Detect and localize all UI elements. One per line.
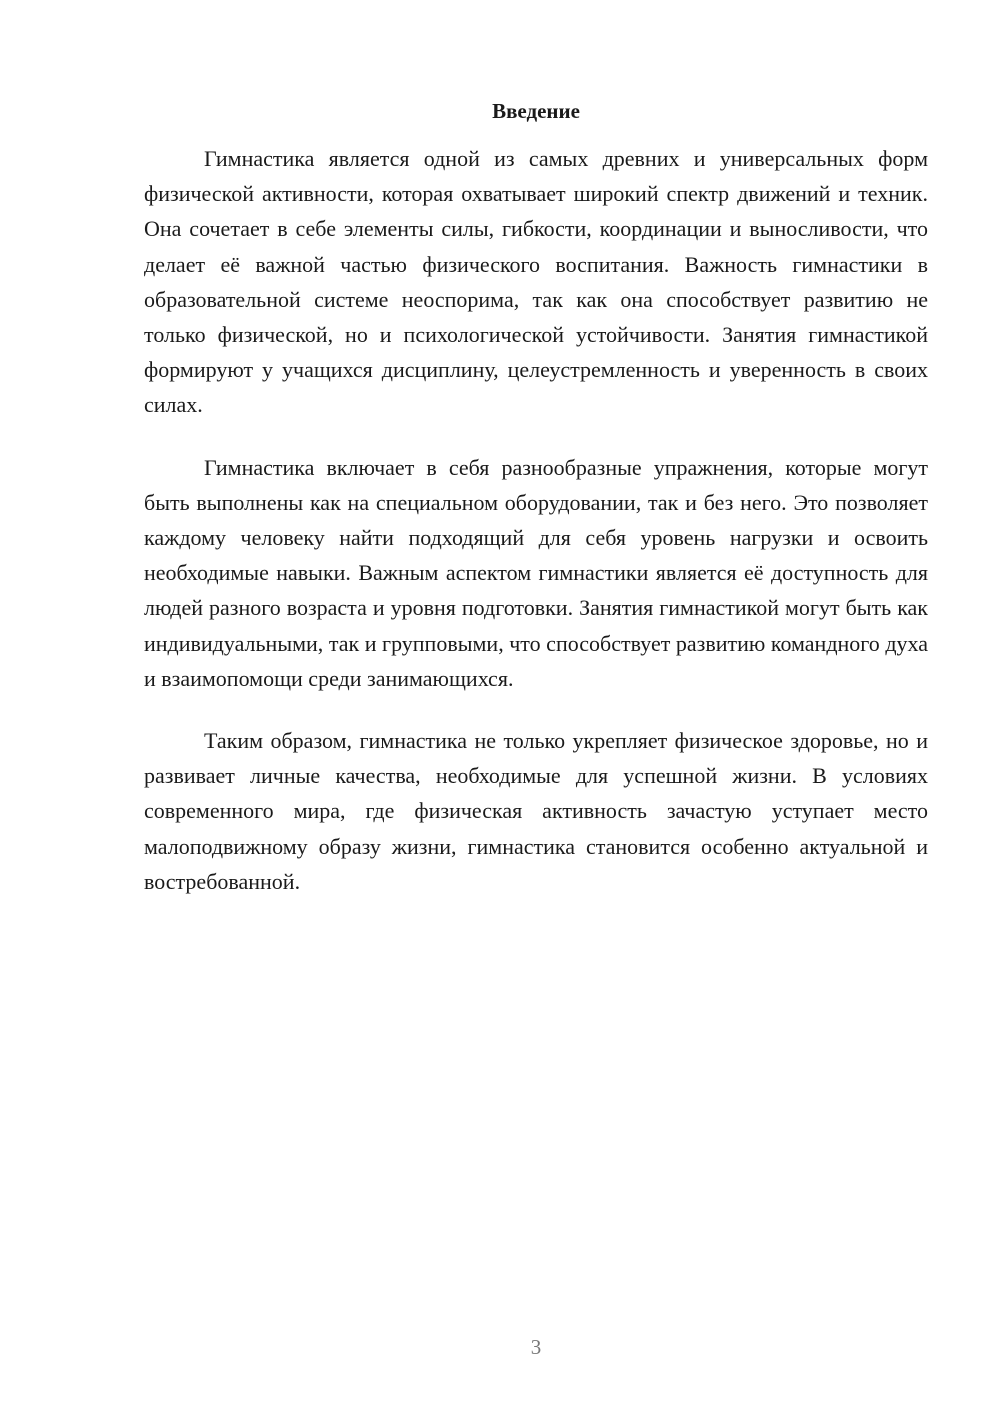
paragraph-3: Таким образом, гимнастика не только укрепляет физическое здоровье, но и развивает личные качества, необходимые для успешной жизни. В условиях современного мира, где физическая активность зачастую уступает место малоподвижному образу жизни, гимнастика становится особенно актуальной и востребованной. — [144, 728, 928, 894]
document-body — [144, 141, 928, 926]
page-title: Введение — [492, 99, 580, 123]
page-number: 3 — [530, 1335, 542, 1359]
paragraph-2: Гимнастика включает в себя разнообразные упражнения, которые могут быть выполнены как на специальном оборудовании, так и без него. Это позволяет каждому человеку найти подходящий для себя уровень нагрузки и освоить необходимые навыки. Важным аспектом гимнастики является её доступность для людей разного возраста и уровня подготовки. Занятия гимнастикой могут быть как индивидуальными, так и групповыми, что способствует развитию командного духа и взаимопомощи среди занимающихся. — [144, 454, 928, 691]
paragraph-1: Гимнастика является одной из самых древних и универсальных форм физической активности, которая охватывает широкий спектр движений и техник. Она сочетает в себе элементы силы, гибкости, координации и выносливости, что делает её важной частью физического воспитания. Важность гимнастики в образовательной системе неоспорима, так как она способствует развитию не только физической, но и психологической устойчивости. Занятия гимнастикой формируют у учащихся дисциплину, целеустремленность и уверенность в своих силах. — [144, 146, 928, 418]
